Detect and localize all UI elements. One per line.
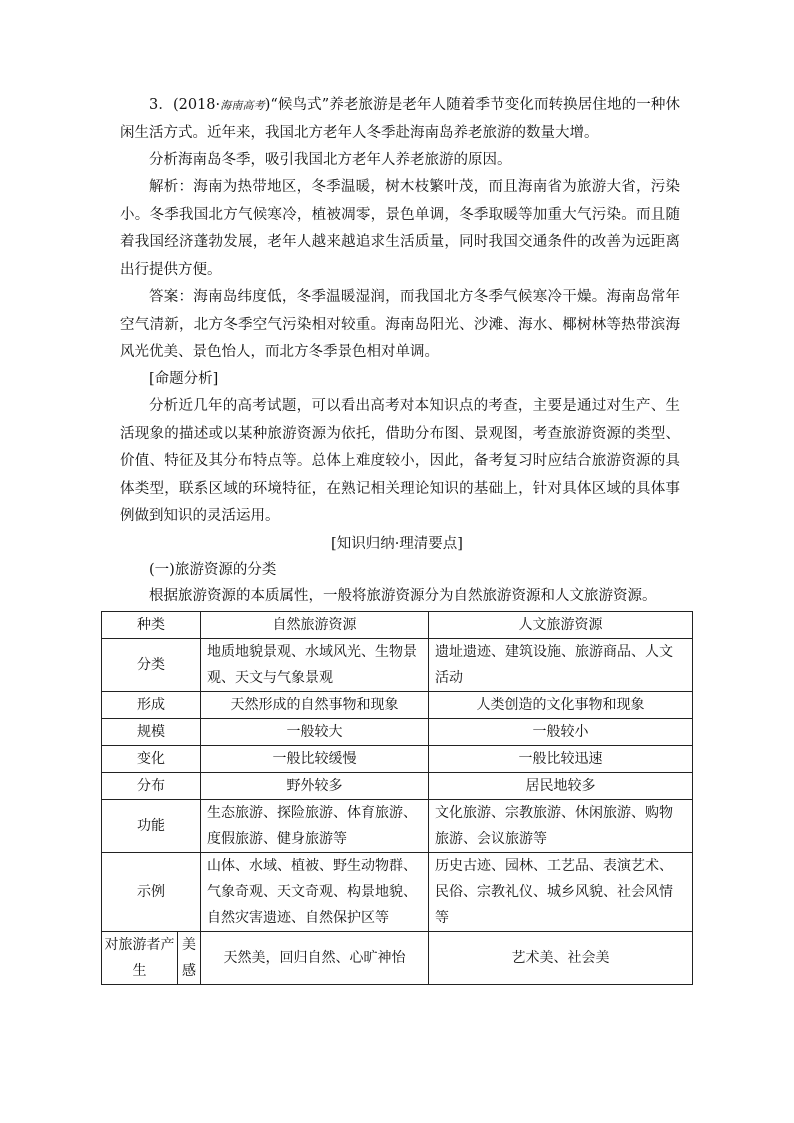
section-heading-analysis: [命题分析] [149,371,219,387]
natural-cell: 山体、水域、植被、野生动物群、气象奇观、天文奇观、构景地貌、自然灾害遗迹、自然保护区等 [201,853,429,932]
table-row [102,853,693,932]
row-label: 示例 [102,853,201,932]
analysis-paragraph [120,174,680,284]
table-header-row [102,612,693,639]
row-label: 功能 [102,800,201,853]
header-cell-human: 人文旅游资源 [429,612,693,639]
human-cell: 一般较小 [429,719,693,746]
row-label-split [102,932,201,985]
answer-paragraph [120,284,680,367]
question-source: 海南高考 [220,99,265,112]
table-row [102,692,693,719]
table-row [102,932,693,985]
row-label-sub: 美感 [177,932,200,984]
header-cell-type: 种类 [102,612,201,639]
question-number: 3．(2018· [149,97,221,113]
row-label: 规模 [102,719,201,746]
row-label-main: 对旅游者产生 [104,937,175,979]
answer-label: 答案： [149,289,194,305]
natural-cell: 生态旅游、探险旅游、体育旅游、度假旅游、健身旅游等 [201,800,429,853]
knowledge-subtitle: (一)旅游资源的分类 [149,562,277,578]
analysis-label: 解析： [149,179,194,195]
question-prompt: 分析海南岛冬季，吸引我国北方老年人养老旅游的原因。 [149,152,512,168]
human-cell: 居民地较多 [429,773,693,800]
table-row [102,800,693,853]
human-cell: 艺术美、社会美 [429,932,693,985]
natural-cell: 地质地貌景观、水域风光、生物景观、天文与气象景观 [201,639,429,692]
table-row [102,746,693,773]
human-cell: 遗址遗迹、建筑设施、旅游商品、人文活动 [429,639,693,692]
row-label: 变化 [102,746,201,773]
analysis-text: 海南为热带地区，冬季温暖，树木枝繁叶茂，而且海南省为旅游大省，污染小。冬季我国北方气候寒冷，植被凋零，景色单调，冬季取暖等加重大气污染。而且随着我国经济蓬勃发展，老年人越来越追求生活质量，同时我国交通条件的改善为远距离出行提供方便。 [120,179,681,278]
knowledge-heading: [知识归纳·理清要点] [331,536,463,552]
natural-cell: 天然美，回归自然、心旷神怡 [201,932,429,985]
human-cell: 历史古迹、园林、工艺品、表演艺术、民俗、宗教礼仪、城乡风貌、社会风情等 [429,853,693,932]
human-cell: 一般比较迅速 [429,746,693,773]
natural-cell: 一般比较缓慢 [201,746,429,773]
row-label: 分布 [102,773,201,800]
table-row [102,773,693,800]
question-stem: 3．(2018·海南高考)“候鸟式”养老旅游是老年人随着季节变化而转换居住地的一种休闲生活方式。近年来，我国北方老年人冬季赴海南岛养老旅游的数量大增。 [120,97,681,141]
human-cell: 人类创造的文化事物和现象 [429,692,693,719]
natural-cell: 天然形成的自然事物和现象 [201,692,429,719]
natural-cell: 一般较大 [201,719,429,746]
row-label: 形成 [102,692,201,719]
table-row [102,719,693,746]
answer-text: 海南岛纬度低，冬季温暖湿润，而我国北方冬季气候寒冷干燥。海南岛常年空气清新，北方冬季空气污染相对较重。海南岛阳光、沙滩、海水、椰树林等热带滨海风光优美、景色怡人，而北方冬季景色相对单调。 [120,289,681,360]
analysis-section-body: 分析近几年的高考试题，可以看出高考对本知识点的考查，主要是通过对生产、生活现象的描述或以某种旅游资源为依托，借助分布图、景观图，考查旅游资源的类型、价值、特征及其分布特点等。总体上难度较小，因此，备考复习时应结合旅游资源的具体类型，联系区域的环境特征，在熟记相关理论知识的基础上，针对具体区域的具体事例做到知识的灵活运用。 [120,398,680,524]
human-cell: 文化旅游、宗教旅游、休闲旅游、购物旅游、会议旅游等 [429,800,693,853]
table-row [102,639,693,692]
row-label: 分类 [102,639,201,692]
natural-cell: 野外较多 [201,773,429,800]
knowledge-intro: 根据旅游资源的本质属性，一般将旅游资源分为自然旅游资源和人文旅游资源。 [149,588,657,604]
header-cell-natural: 自然旅游资源 [201,612,429,639]
tourism-resource-table [101,611,693,985]
